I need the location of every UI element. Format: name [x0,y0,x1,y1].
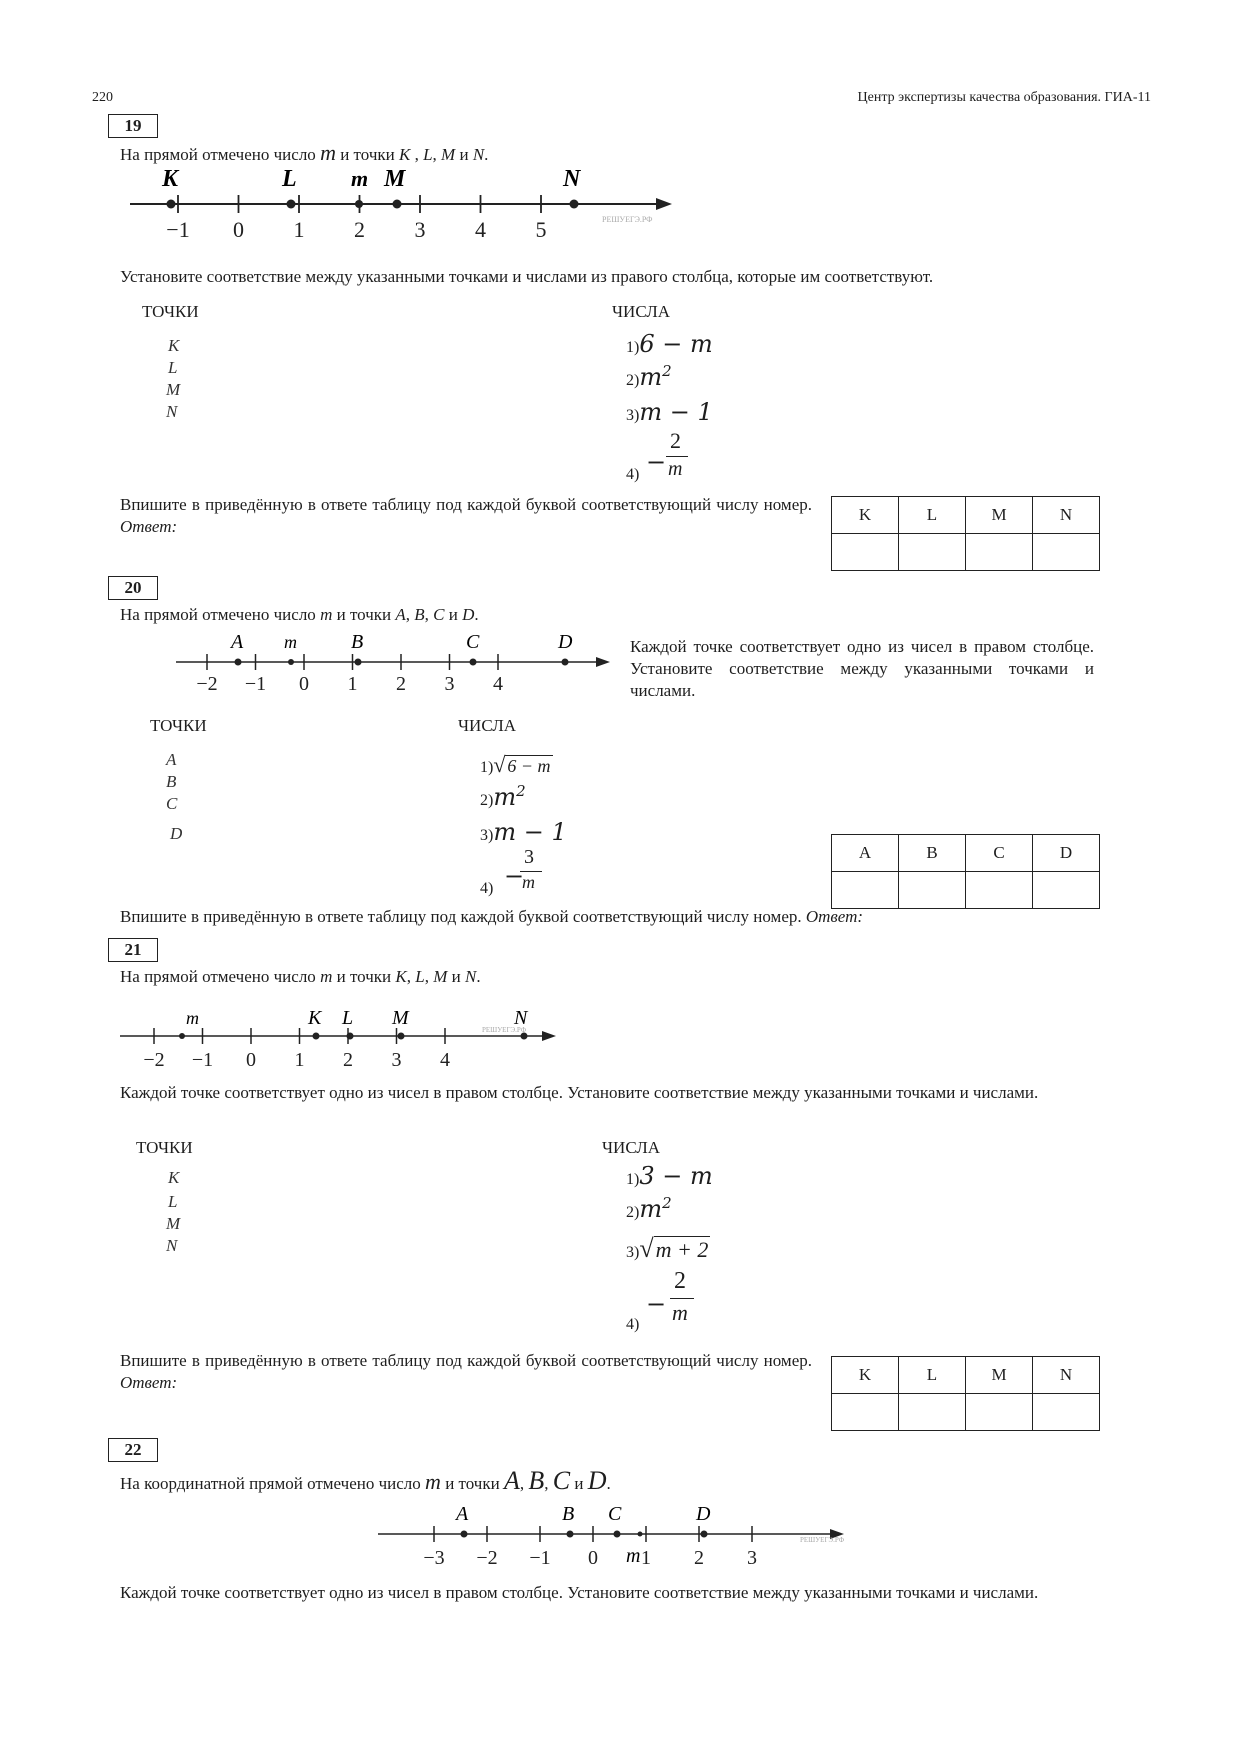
point-B [567,1531,574,1538]
point-item: D [170,824,183,843]
answer-cell-M[interactable] [966,1394,1033,1431]
answer-cell-B[interactable] [899,872,966,909]
answer-cell-M[interactable] [966,534,1033,571]
task-number-20: 20 [108,576,158,600]
task-20-intro: На прямой отмечено число m и точки A, B, C и D. [120,605,479,624]
answer-cell-D[interactable] [1033,872,1100,909]
task-19-instruction: Впишите в приведённую в ответе таблицу под каждой буквой соответствующий числу номер. Ответ: [120,495,812,536]
tick-label: 3 [414,217,426,242]
task-20-text: Каждой точке соответствует одно из чисел в правом столбце. Установите соответствие между указанными точками и числами. [630,637,1094,700]
table-header: K [832,497,899,534]
tick-label: 0 [299,673,309,695]
answer-cell-N[interactable] [1033,534,1100,571]
answer-cell-K[interactable] [832,1394,899,1431]
label-L: L [342,1007,354,1029]
answer-cell-K[interactable] [832,534,899,571]
label-C: C [608,1503,622,1525]
label-B: B [351,631,364,653]
point-K [313,1033,320,1040]
label-D: D [696,1503,711,1525]
watermark: РЕШУЕГЭ.РФ [800,1536,845,1544]
option-3: 3)m − 1 [480,818,567,846]
answer-cell-A[interactable] [832,872,899,909]
points-header-20: ТОЧКИ [150,716,207,735]
label-A: A [231,631,244,653]
table-header: N [1033,497,1100,534]
tick-label: −1 [191,1049,214,1071]
table-header: A [832,835,899,872]
option-2: $2)m^2$ [480,782,526,811]
tick-label: 3 [391,1049,402,1071]
point-item: L [168,1192,178,1211]
answer-table-21 [831,1356,1100,1431]
label-L: L [282,166,297,192]
label-B: B [562,1503,575,1525]
task-21-intro: На прямой отмечено число m и точки K, L, M и N. [120,967,481,986]
tick-label: −2 [143,1049,165,1071]
point-C [614,1531,621,1538]
option-2: $2)m^2$ [626,362,672,391]
task-20-instruction: Впишите в приведённую в ответе таблицу под каждой буквой соответствующий числу номер. Ответ: [120,907,864,926]
page-header-title: Центр экспертизы качества образования. ГИА-11 [857,90,1151,105]
tick-label: 2 [694,1547,704,1569]
tick-label: 4 [493,673,503,695]
tick-label: 0 [588,1547,598,1569]
option-1: 1)6 − m [626,330,713,358]
label-m: m [284,632,297,652]
page-number: 220 [92,90,113,105]
task-21-text: Каждой точке соответствует одно из чисел в правом столбце. Установите соответствие между указанными точками и числами. [120,1083,1039,1102]
tick-label: 4 [475,217,486,242]
number-line-21 [116,1000,566,1080]
option-1: 1)3 − m [626,1162,713,1190]
label-M: M [384,166,406,192]
tick-label: 2 [343,1049,353,1071]
tick-label: 3 [747,1547,757,1569]
table-header: C [966,835,1033,872]
answer-cell-N[interactable] [1033,1394,1100,1431]
point-item: M [166,1214,181,1233]
answer-cell-L[interactable] [899,534,966,571]
tick-label: 2 [354,217,365,242]
tick-label: 5 [535,217,547,242]
number-line-22 [372,1500,852,1580]
option-3: 3)√m + 2 [626,1234,709,1263]
table-header: M [966,1357,1033,1394]
label-M: M [392,1007,409,1029]
table-header: L [899,497,966,534]
numbers-header-21: ЧИСЛА [602,1138,661,1157]
point-M [398,1033,405,1040]
point-L [287,200,296,209]
tick-label: 2 [396,673,406,695]
label-K: K [308,1007,322,1029]
point-item: K [168,1168,180,1187]
table-header: D [1033,835,1100,872]
task-number-22: 22 [108,1438,158,1462]
tick-label: 4 [440,1049,450,1071]
number-line-19 [120,160,680,250]
option-3: 3)m − 1 [626,398,713,426]
point-item: L [168,358,178,377]
point-item: N [166,1236,178,1255]
point-L [347,1033,354,1040]
tick-label: −3 [423,1547,445,1569]
tick-label: 1 [294,1049,305,1071]
tick-label: −1 [166,217,190,242]
answer-table-20 [831,834,1100,909]
watermark: РЕШУЕГЭ.РФ [482,1026,527,1034]
numbers-header-20: ЧИСЛА [458,716,517,735]
task-19-intro: На прямой отмечено число m и точки K , L, M и N. [120,140,489,165]
label-m: m [626,1545,641,1567]
point-item: M [166,380,181,399]
point-K [167,200,176,209]
option-2: $2)m^2$ [626,1194,672,1223]
point-N [570,200,579,209]
point-D [701,1531,708,1538]
point-A [235,659,242,666]
table-header: K [832,1357,899,1394]
point-M [393,200,402,209]
table-header: B [899,835,966,872]
point-item: K [168,336,180,355]
answer-table-19 [831,496,1100,571]
point-item: B [166,772,177,791]
tick-label: 3 [444,673,455,695]
task-21-instruction: Впишите в приведённую в ответе таблицу под каждой буквой соответствующий числу номер. Ответ: [120,1351,812,1392]
point-A [461,1531,468,1538]
label-m: m [186,1008,199,1028]
label-A: A [456,1503,469,1525]
label-C: C [466,631,480,653]
task-22-text: Каждой точке соответствует одно из чисел в правом столбце. Установите соответствие между указанными точками и числами. [120,1583,1039,1602]
table-header: N [1033,1357,1100,1394]
answer-cell-C[interactable] [966,872,1033,909]
tick-label: −2 [476,1547,498,1569]
tick-label: 1 [347,673,358,695]
point-C [470,659,477,666]
number-line-20 [170,626,620,706]
label-K: K [162,166,179,192]
numbers-header-19: ЧИСЛА [612,302,671,321]
point-m [355,200,363,208]
task-22-intro: На координатной прямой отмечено число m и точки A, B, C и D. [120,1466,611,1495]
label-N: N [514,1007,528,1029]
label-D: D [558,631,573,653]
tick-label: 1 [293,217,305,242]
answer-cell-L[interactable] [899,1394,966,1431]
tick-label: −1 [244,673,267,695]
option-1: 1)√ 6 − m [480,752,551,777]
task-number-21: 21 [108,938,158,962]
point-item: N [166,402,178,421]
points-header-21: ТОЧКИ [136,1138,193,1157]
label-N: N [563,166,581,192]
tick-label: 1 [641,1547,651,1569]
point-item: A [166,750,177,769]
task-19-text: Установите соответствие между указанными точками и числами из правого столбца, которые им соответствуют. [120,267,934,286]
point-item: C [166,794,178,813]
axis-arrow [656,198,672,210]
tick-label: −1 [529,1547,551,1569]
table-header: L [899,1357,966,1394]
watermark: РЕШУЕГЭ.РФ [602,215,653,224]
point-B [355,659,362,666]
label-m: m [351,166,369,191]
points-header-19: ТОЧКИ [142,302,199,321]
point-m [179,1033,185,1039]
tick-label: 0 [246,1049,256,1071]
tick-label: 0 [233,217,244,242]
table-header: M [966,497,1033,534]
task-number-19: 19 [108,114,158,138]
tick-label: −2 [196,673,218,695]
point-m [638,1532,643,1537]
point-D [562,659,569,666]
point-m [288,659,294,665]
